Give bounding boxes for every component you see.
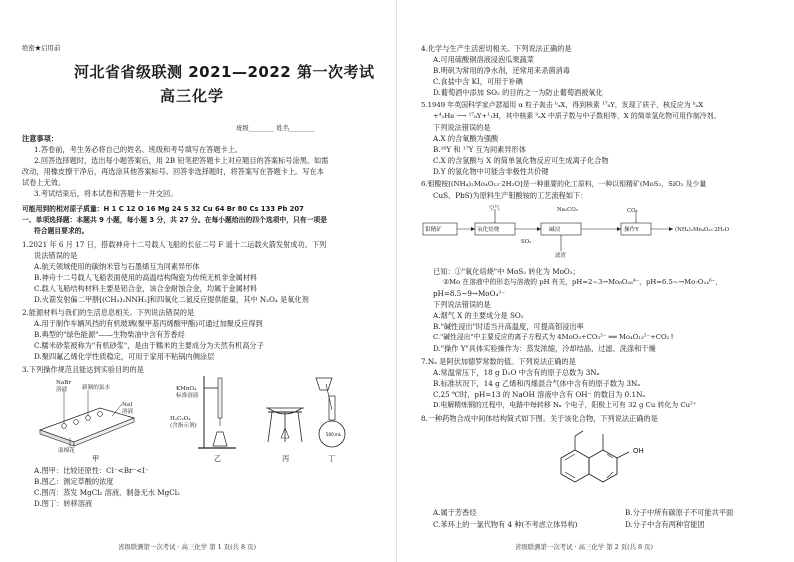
apparatus-ding-figure [312, 376, 352, 454]
label-bing: 丙 [282, 454, 290, 463]
svg-text:500 mL: 500 mL [326, 432, 342, 437]
q4-option: C.食盐中含 KI，可用于补碘 [433, 77, 523, 86]
note-line: 改动，用橡皮擦干净后，再选涂其他答案标号。回答非选择题时，将答案写在答题卡上。写在本 [22, 167, 324, 176]
flow-step-roast: 氧化焙烧 [477, 227, 500, 233]
apparatus-bing-figure [262, 398, 308, 452]
section-heading: 符合题目要求的。 [34, 227, 89, 235]
label-nai: NaI 溶液 [122, 402, 134, 415]
q7-option: C.25 ℃时，pH=13 的 NaOH 溶液中含有 OH⁻ 的数目为 0.1Nₐ [433, 390, 646, 399]
label-kmno4: KMnO₄ 标准溶液 [176, 386, 199, 399]
q8-option: D.分子中含有两种官能团 [625, 520, 705, 529]
label-jia: 甲 [92, 454, 100, 463]
q5-option: B.¹⁶Y 和 ¹⁷Y 互为同素异形体 [433, 145, 526, 154]
q2-option: C.糯米砂浆被称为"有机砂浆"，是由于糯米的主要成分为天然有机高分子 [34, 341, 264, 350]
q1-stem: 说法错误的是 [34, 251, 78, 260]
q2-option: D.聚四氟乙烯化学性质稳定，可用于家用不粘锅内侧涂层 [34, 352, 215, 361]
flow-step-y: 操作Y [624, 227, 639, 233]
molecule-structure [547, 428, 647, 500]
q2-option: A.用于制作车辆风挡的有机玻璃(聚甲基丙烯酸甲酯)可通过加聚反应得到 [34, 319, 263, 328]
q7-option: A.常温常压下，18 g D₂O 中含有的原子总数为 3Nₐ [433, 368, 600, 377]
note-line: 3.考试结束后，将本试卷和答题卡一并交回。 [34, 189, 178, 198]
q4-option: B.明矾为常用的净水剂，还常用来杀菌消毒 [433, 66, 570, 75]
q6-option: A.烟气 X 的主要成分是 SO₂ [433, 311, 524, 320]
section-heading: 一、单项选择题：本题共 9 小题，每小题 3 分，共 27 分。在每小题给出的四个选项中，只有一项是 [22, 216, 327, 224]
q1-stem: 1.2021 年 6 月 17 日，搭载神舟十二号载人飞船的长征二号 F 遥十二运载火箭发射成功。下列 [22, 240, 327, 249]
q3-option: A.图甲：比较还原性：Cl⁻<Br⁻<I⁻ [34, 466, 149, 475]
q3-stem: 3.下列操作规范且能达到实验目的的是 [22, 365, 144, 374]
note-line: 试卷上无效。 [22, 178, 66, 187]
q8-option: B.分子中所有碳原子不可能共平面 [625, 508, 734, 517]
q7-stem: 7.Nₐ 是阿伏加德罗常数的值。下列说法正确的是 [421, 357, 576, 366]
oh-label: OH [633, 447, 644, 455]
label-yi: 乙 [214, 454, 222, 463]
exam-title: 河北省省级联测 2021—2022 第一次考试 [74, 63, 375, 81]
q6-known: pH=8.5~9→MoO₄²⁻ [433, 289, 506, 298]
q8-option: C.苯环上的一氯代物有 4 种(不考虑立体异构) [433, 520, 578, 529]
q7-option: D.电解精炼铜的过程中，电路中每转移 Nₐ 个电子，阳极上可有 32 g Cu 转化为 Cu²⁺ [433, 401, 697, 409]
note-line: 1.答卷前，考生务必将自己的姓名、班级和考号填写在答题卡上。 [34, 145, 243, 154]
flow-label-residue: 滤渣 [555, 253, 566, 259]
label-h2c2o4: H₂C₂O₄ (含指示剂) [170, 416, 197, 429]
flow-label-so2: SO₂ [521, 239, 532, 245]
label-nabr: NaBr 溶液 [56, 380, 72, 393]
flow-step-leach: 碱浸 [549, 227, 561, 233]
q5-stem: +⁴₂He ⟶ ¹⁷₈Y+¹₁H，其中核素 ᵇₐX 中质子数与中子数相等，X 的简单氢化物可用作制冷剂。 [433, 112, 721, 120]
q6-option: D."操作 Y"具体实验操作为：蒸发浓缩，冷却结晶，过滤、洗涤和干燥 [433, 344, 656, 353]
q4-stem: 4.化学与生产生活密切相关。下列说法正确的是 [421, 44, 572, 53]
q1-option: C.载人飞船结构材料主要是铝合金，该合金耐蚀合金，均属于金属材料 [34, 284, 258, 293]
q6-stem: CuS、PbS)为原料生产钼酸铵的工艺流程如下： [433, 191, 588, 200]
q5-stem: 下列说法错误的是 [433, 123, 491, 132]
q5-option: A.X 的含氧酸为强酸 [433, 134, 499, 143]
q4-option: D.葡萄酒中添加 SO₂ 的目的之一为防止葡萄酒被氧化 [433, 88, 603, 97]
q4-option: A.可用硫酸铜溶液浸泡瓜果蔬菜 [433, 55, 534, 64]
q5-option: C.X 的含氢酸与 X 的简单氢化物反应可生成离子化合物 [433, 156, 609, 165]
q7-option: B.标准状况下，14 g 乙烯和丙烯混合气体中含有的原子数为 3Nₐ [433, 379, 641, 388]
flow-label-co2: CO₂ [627, 208, 638, 214]
q6-known: 已知：①"氧化焙烧"中 MoS₂ 转化为 MoO₃； [433, 267, 580, 276]
label-wet-cotton: 湿棉花 [58, 448, 75, 454]
q6-prompt: 下列说法错误的是 [433, 300, 491, 309]
q5-option: D.Y 的氢化物中可能含非极性共价键 [433, 167, 549, 176]
q8-option: A.属于芳香烃 [433, 508, 477, 517]
q6-option: B."碱性浸出"时适当升高温度，可提高钼浸出率 [433, 322, 584, 331]
q1-option: D.火箭发射偏二甲肼[(CH₃)₂NNH₂]和四氧化二氮反应提供能量，其中 N₂O₄ 是氧化剂 [34, 295, 309, 304]
atomic-masses: 可能用到的相对原子质量：H 1 C 12 O 16 Mg 24 S 32 Cu 64 Br 80 Cs 133 Pb 207 [22, 205, 304, 213]
q6-option: C."碱性浸出"中主要反应的离子方程式为 4MoO₃+CO₃²⁻ ══ Mo₄O₁₃²⁻+CO₂↑ [433, 333, 675, 341]
q2-option: B.典型的"绿色能源"——生物柴油中含有芳香烃 [34, 330, 185, 339]
label-chlorine-water: 新制的氯水 [82, 385, 110, 391]
q1-option: A.航天领域使用的碳纳米管与石墨烯互为同素异形体 [34, 262, 200, 271]
q6-known: ②Mo 在溶液中的形态与溶液的 pH 有关，pH=2~3→Mo₈O₂₆⁴⁻，pH=6.5~→Mo₇O₂₄⁶⁻， [443, 278, 723, 286]
page-footer: 省级联测第一次考试 · 高三化学 第 2 页(共 8 页) [515, 543, 654, 551]
apparatus-yi-figure [196, 374, 246, 454]
q3-option: C.图丙：蒸发 MgCl₂ 溶液，制备无水 MgCl₂ [34, 488, 180, 497]
flow-label-air: 空气 [489, 206, 500, 212]
label-ding: 丁 [328, 454, 336, 463]
q3-option: B.图乙：测定草酸的浓度 [34, 477, 114, 486]
flow-step-ore: 钼精矿 [425, 227, 442, 233]
exam-subject: 高三化学 [160, 87, 225, 105]
note-line: 2.回答选择题时，选出每小题答案后，用 2B 铅笔把答题卡上对应题目的答案标号涂黑。如需 [34, 156, 329, 165]
q1-option: B.神舟十二号载人飞船表面使用的高温结构陶瓷为传统无机非金属材料 [34, 273, 258, 282]
q8-stem: 8.一种药物合成中间体结构简式如下图。关于该化合物，下列说法正确的是 [421, 414, 658, 423]
secret-label: 绝密★启用前 [22, 44, 61, 52]
q6-stem: 6.钼酸铵[(NH₄)₂Mo₄O₁₃·2H₂O]是一种重要的化工原料，一种以钼精矿(MoS₂，SiO₂ 及少量 [421, 180, 707, 188]
q5-stem: 5.1949 年英国科学家卢瑟福用 α 粒子轰击 ᵇₐX，得到核素 ¹⁷₈Y，发现了质子，核反应为 ᵇₐX [421, 101, 704, 109]
q2-stem: 2.能源材料与我们的生活息息相关。下列说法错误的是 [22, 308, 195, 317]
flow-label-na2co3: Na₂CO₃ [557, 207, 578, 213]
notes-title: 注意事项： [22, 134, 58, 143]
page-footer: 省级联测第一次考试 · 高三化学 第 1 页(共 8 页) [118, 543, 257, 551]
class-name-line: 班级________ 姓名________ [236, 124, 315, 132]
q3-option: D.图丁：转移溶液 [34, 499, 93, 508]
flow-product: (NH₄)₂Mo₄O₁₃·2H₂O [675, 227, 730, 233]
page-2 [397, 0, 794, 562]
